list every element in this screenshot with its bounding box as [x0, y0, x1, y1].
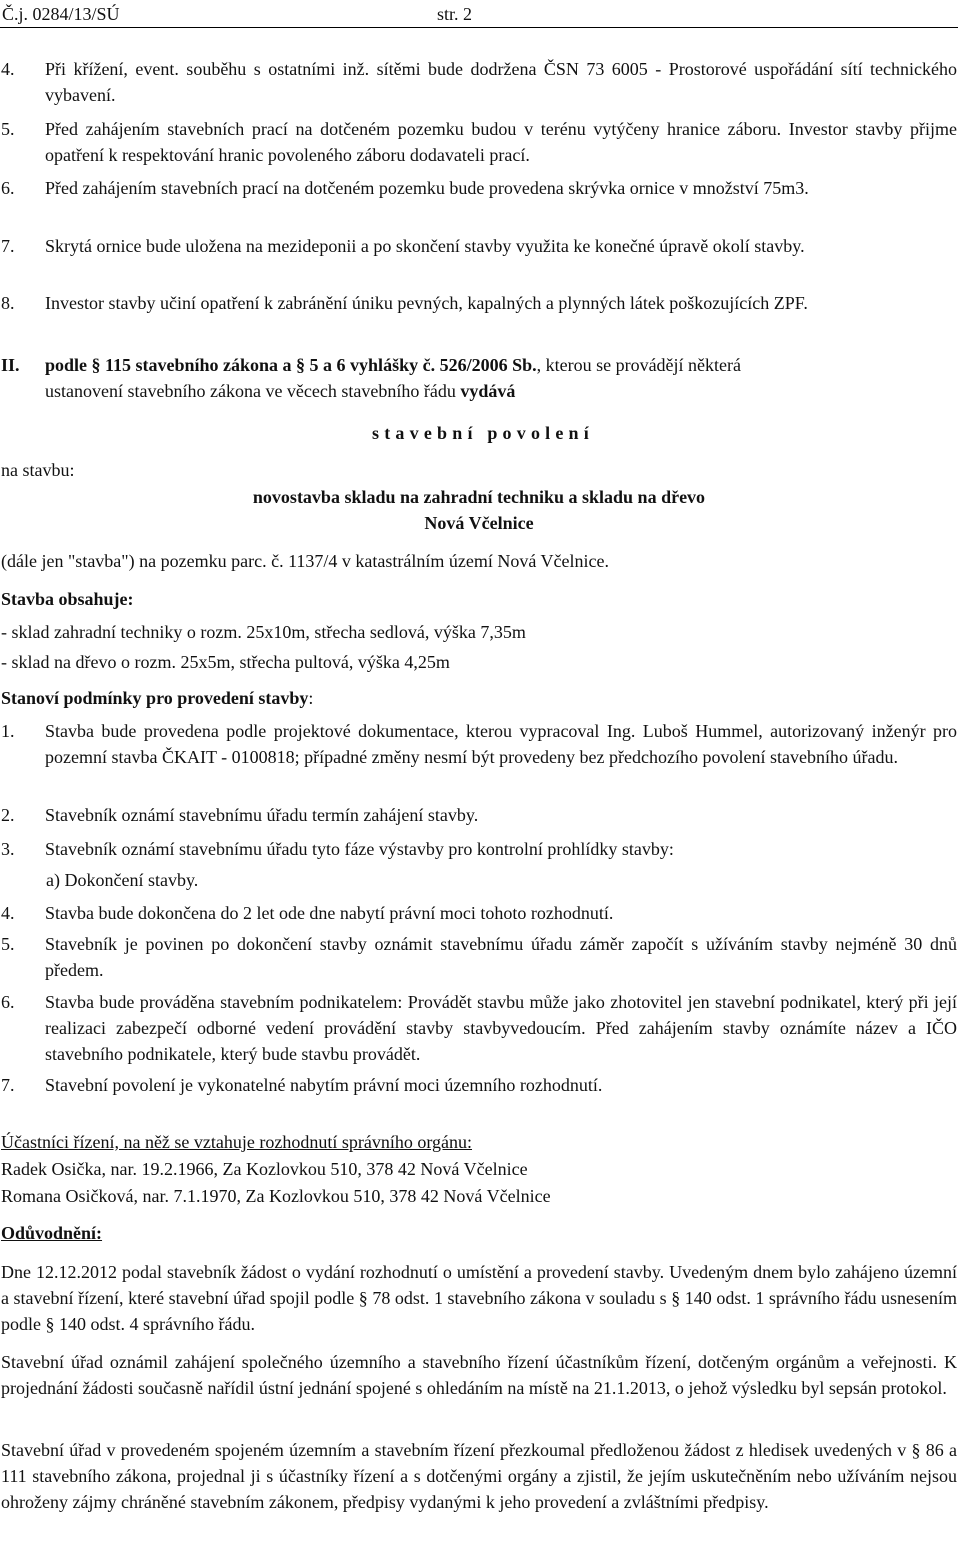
- reference-number: Č.j. 0284/13/SÚ: [2, 4, 120, 24]
- item-number: 5.: [1, 119, 15, 139]
- page-header: [0, 3, 960, 27]
- building-name: novostavba skladu na zahradní techniku a skladu na dřevo: [252, 487, 706, 507]
- legal-basis: podle § 115 stavebního zákona a § 5 a 6 vyhlášky č. 526/2006 Sb.: [45, 355, 537, 375]
- item-text: Stavební povolení je vykonatelné nabytím právní moci územního rozhodnutí.: [45, 1075, 603, 1095]
- reasoning-paragraph: Stavební úřad v provedeném spojeném územním a stavebním řízení přezkoumal předloženou žádost z hledisek uvedených v § 86 a 111 stavebního zákona, projednal ji s účastníky řízení a s dotčenými orgány a zjistil, že jejím uskutečněním nebo užíváním nejsou ohroženy zájmy chráněné stavebním zákonem, předpisy vydanými k jeho provedení a zvláštními předpisy.: [1, 1440, 957, 1512]
- permit-title: stavební povolení: [372, 423, 594, 443]
- contents-item: - sklad zahradní techniky o rozm. 25x10m, střecha sedlová, výška 7,35m: [1, 622, 526, 642]
- contents-item: - sklad na dřevo o rozm. 25x5m, střecha pultová, výška 4,25m: [1, 652, 450, 672]
- item-number: 4.: [1, 903, 15, 923]
- legal-basis-text: ustanovení stavebního zákona ve věcech stavebního řádu: [45, 381, 461, 401]
- conditions-heading-colon: :: [308, 688, 314, 708]
- item-text: Investor stavby učiní opatření k zabránění úniku pevných, kapalných a plynných látek poškozujících ZPF.: [45, 293, 808, 313]
- section-ii-line-1: [45, 352, 957, 378]
- sub-item-3a: a) Dokončení stavby.: [46, 870, 199, 890]
- reasoning-paragraph: Stavební úřad oznámil zahájení společného územního a stavebního řízení účastníkům řízení, dotčeným orgánům a veřejnosti. K projednání žádosti současně nařídil ústní jednání spojené s ohledáním na místě na 21.1.2013, o jehož výsledku byl sepsán protokol.: [1, 1352, 957, 1398]
- participant: Radek Osička, nar. 19.2.1966, Za Kozlovkou 510, 378 42 Nová Včelnice: [1, 1159, 528, 1179]
- legal-basis-continuation: , kterou se provádějí některá: [536, 355, 742, 375]
- item-text: Před zahájením stavebních prací na dotčeném pozemku bude provedena skrývka ornice v množství 75m3.: [45, 178, 809, 198]
- building-place: Nová Včelnice: [424, 513, 534, 533]
- section-ii-line-2: [45, 378, 957, 404]
- reasoning-paragraph: Dne 12.12.2012 podal stavebník žádost o vydání rozhodnutí o umístění a provedení stavby. Uvedeným dnem bylo zahájeno územní a stavební řízení, které stavební úřad spojil podle § 78 odst. 1 stavebního zákona v souladu s § 140 odst. 1 správního řádu usnesením podle § 140 odst. 4 správního řádu.: [1, 1262, 957, 1334]
- item-number: 7.: [1, 236, 15, 256]
- item-number: 7.: [1, 1075, 15, 1095]
- item-text: Stavebník oznámí stavebnímu úřadu termín zahájení stavby.: [45, 805, 479, 825]
- item-text: Před zahájením stavebních prací na dotčeném pozemku budou v terénu vytýčeny hranice záboru. Investor stavby přijme opatření k respektování hranic povoleného záboru dodavateli prací.: [45, 119, 957, 165]
- conditions-heading: [1, 685, 313, 711]
- item-number: 8.: [1, 293, 15, 313]
- item-text: Stavebník je povinen po dokončení stavby oznámit stavebnímu úřadu záměr započít s užíváním stavby nejméně 30 dnů předem.: [45, 934, 957, 980]
- location-line: (dále jen "stavba") na pozemku parc. č. 1137/4 v katastrálním území Nová Včelnice.: [1, 551, 609, 571]
- item-text: Při křížení, event. souběhu s ostatními inž. sítěmi bude dodržena ČSN 73 6005 - Prostorové uspořádání sítí technického vybavení.: [45, 59, 957, 105]
- reasoning-heading: Odůvodnění:: [1, 1223, 103, 1243]
- item-text: Stavba bude prováděna stavebním podnikatelem: Provádět stavbu může jako zhotovitel jen stavební podnikatel, který při její realizaci zabezpečí odborné vedení provádění stavby stavbyvedoucím. Před zahájením stavby oznámíte název a IČO stavebního podnikatele, který bude stavbu provádět.: [45, 992, 957, 1064]
- conditions-heading-text: Stanoví podmínky pro provedení stavby: [1, 688, 309, 708]
- item-number: 3.: [1, 839, 15, 859]
- item-text: Skrytá ornice bude uložena na mezideponii a po skončení stavby využita ke konečné úpravě okolí stavby.: [45, 236, 805, 256]
- item-number: 5.: [1, 934, 15, 954]
- item-text: Stavba bude provedena podle projektové dokumentace, kterou vypracoval Ing. Luboš Hummel, autorizovaný inženýr pro pozemní stavba ČKAIT - 0100818; případné změny nesmí být provedeny bez předchozího povolení stavebního úřadu.: [45, 721, 957, 767]
- header-rule: [0, 27, 958, 28]
- item-number: 6.: [1, 992, 15, 1012]
- issues-word: vydává: [460, 381, 516, 401]
- participants-heading: Účastníci řízení, na něž se vztahuje rozhodnutí správního orgánu:: [1, 1132, 473, 1152]
- item-number: 4.: [1, 59, 15, 79]
- item-text: Stavba bude dokončena do 2 let ode dne nabytí právní moci tohoto rozhodnutí.: [45, 903, 614, 923]
- page-number: str. 2: [437, 4, 473, 24]
- participant: Romana Osičková, nar. 7.1.1970, Za Kozlovkou 510, 378 42 Nová Včelnice: [1, 1186, 551, 1206]
- item-number: 1.: [1, 721, 15, 741]
- contents-heading: Stavba obsahuje:: [1, 589, 134, 609]
- item-text: Stavebník oznámí stavebnímu úřadu tyto fáze výstavby pro kontrolní prohlídky stavby:: [45, 839, 674, 859]
- na-stavbu-label: na stavbu:: [1, 460, 75, 480]
- item-number: 6.: [1, 178, 15, 198]
- section-number: II.: [1, 355, 20, 375]
- item-number: 2.: [1, 805, 15, 825]
